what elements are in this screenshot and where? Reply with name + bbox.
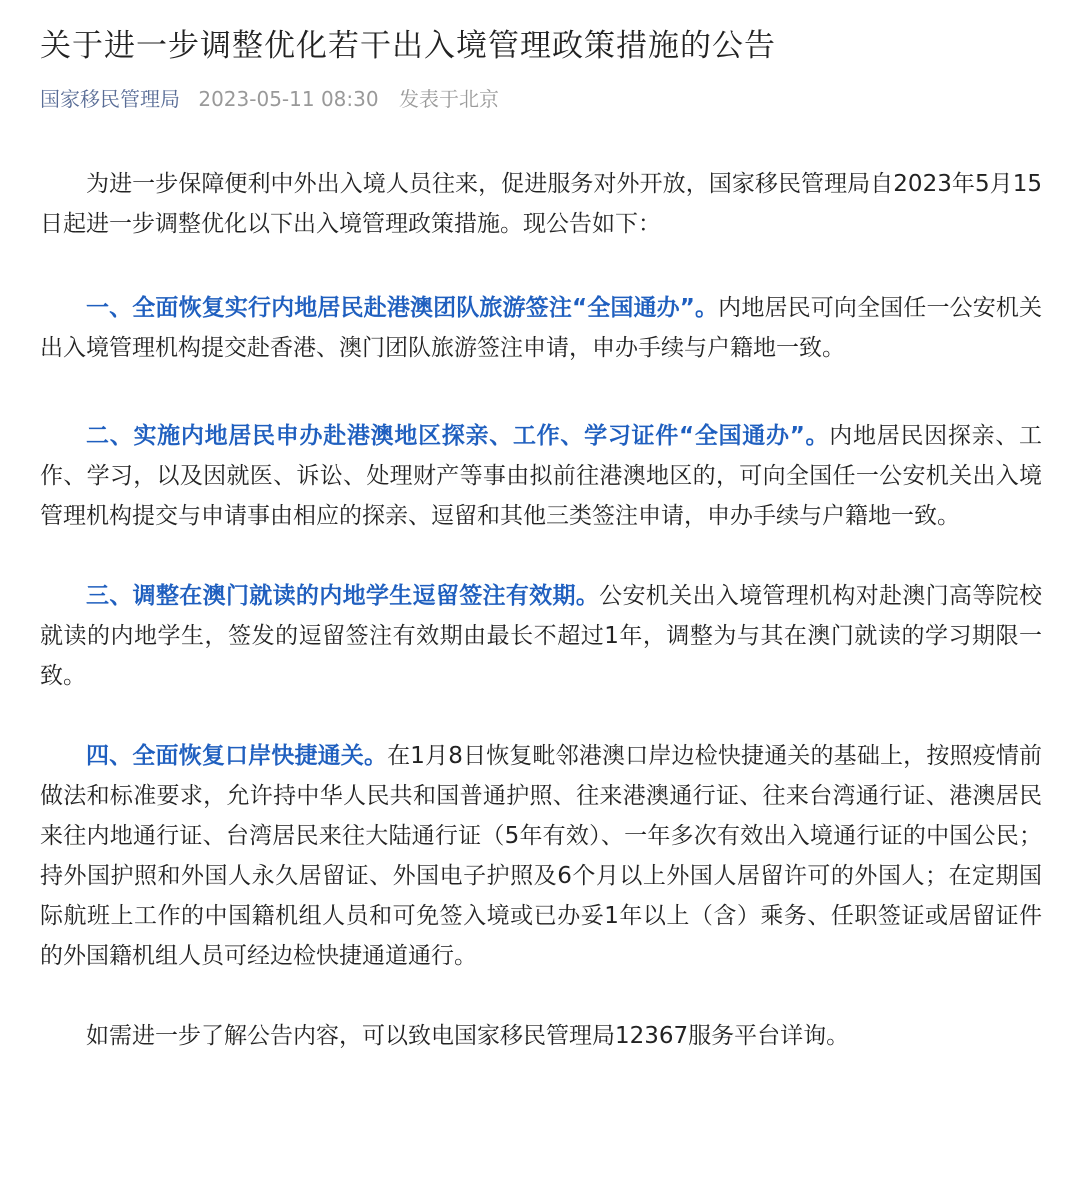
policy-item-4 [40, 736, 1042, 976]
policy-item-3-heading: 三、调整在澳门就读的内地学生逗留签注有效期。 [86, 583, 600, 609]
publish-time: 2023-05-11 08:30 [198, 87, 379, 111]
policy-item-1 [40, 288, 1042, 368]
policy-item-2-text: 内地居民因探亲、工作、学习，以及因就医、诉讼、处理财产等事由拟前往港澳地区的，可向全国任一公安机关出入境管理机构提交与申请事由相应的探亲、逗留和其他三类签注申请，申办手续与户籍地一致。 [40, 423, 1043, 529]
policy-item-3-text: 公安机关出入境管理机构对赴澳门高等院校就读的内地学生，签发的逗留签注有效期由最长不超过1年，调整为与其在澳门就读的学习期限一致。 [40, 583, 1043, 689]
policy-item-3 [40, 576, 1042, 696]
publish-location: 发表于北京 [398, 87, 499, 111]
intro-paragraph: 为进一步保障便利中外出入境人员往来，促进服务对外开放，国家移民管理局自2023年5月15日起进一步调整优化以下出入境管理政策措施。现公告如下： [40, 171, 1042, 237]
policy-item-2-heading: 二、实施内地居民申办赴港澳地区探亲、工作、学习证件“全国通办”。 [86, 423, 830, 449]
source-link[interactable]: 国家移民管理局 [40, 87, 180, 111]
policy-item-2 [40, 416, 1042, 536]
article-meta [40, 84, 1042, 114]
policy-item-1-heading: 一、全面恢复实行内地居民赴港澳团队旅游签注“全国通办”。 [86, 295, 719, 321]
closing-paragraph: 如需进一步了解公告内容，可以致电国家移民管理局12367服务平台详询。 [86, 1023, 850, 1049]
article-body [40, 164, 1042, 1056]
article-title: 关于进一步调整优化若干出入境管理政策措施的公告 [40, 28, 776, 64]
policy-item-4-text: 在1月8日恢复毗邻港澳口岸边检快捷通关的基础上，按照疫情前做法和标准要求，允许持中华人民共和国普通护照、往来港澳通行证、往来台湾通行证、港澳居民来往内地通行证、台湾居民来往大陆通行证（5年有效）、一年多次有效出入境通行证的中国公民；持外国护照和外国人永久居留证、外国电子护照及6个月以上外国人居留许可的外国人；在定期国际航班上工作的中国籍机组人员和可免签入境或已办妥1年以上（含）乘务、任职签证或居留证件的外国籍机组人员可经边检快捷通道通行。 [40, 743, 1042, 969]
policy-item-1-text: 内地居民可向全国任一公安机关出入境管理机构提交赴香港、澳门团队旅游签注申请，申办手续与户籍地一致。 [40, 295, 1042, 361]
policy-item-4-heading: 四、全面恢复口岸快捷通关。 [86, 743, 388, 769]
